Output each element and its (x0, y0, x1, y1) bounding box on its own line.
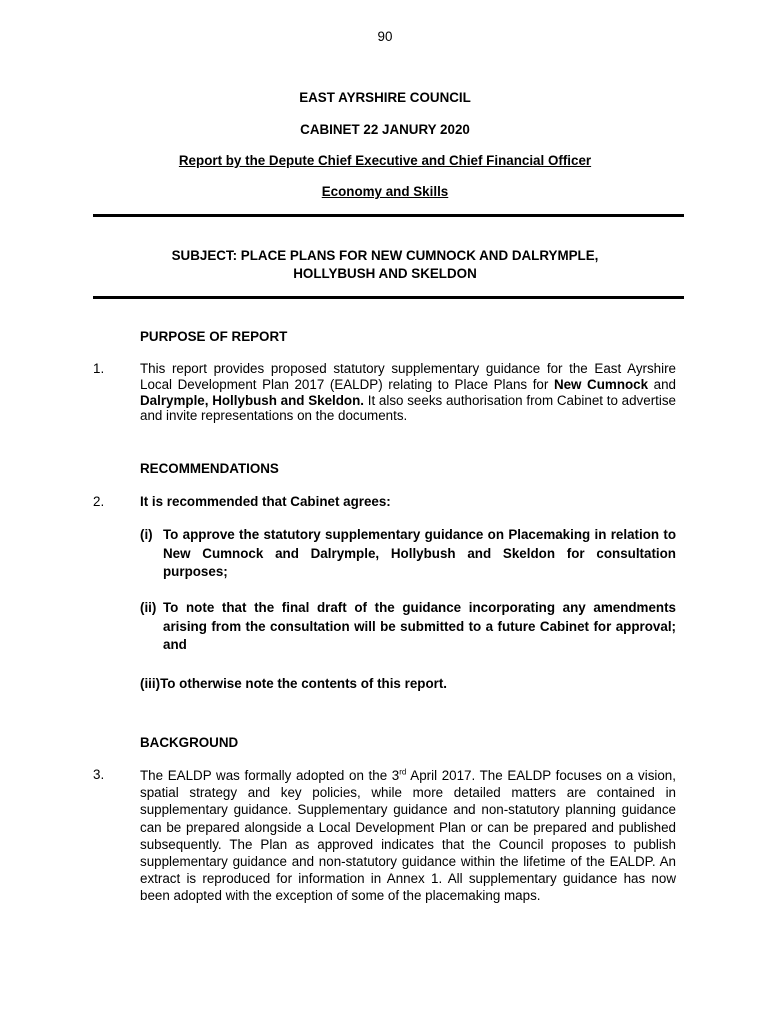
subject-line-2: HOLLYBUSH AND SKELDON (293, 266, 477, 281)
department-text: Economy and Skills (321, 184, 449, 199)
recommendation-item-2 (140, 599, 676, 655)
recommendations-heading: RECOMMENDATIONS (140, 461, 279, 476)
paragraph-number-3: 3. (93, 767, 105, 782)
report-by-text: Report by the Depute Chief Executive and Chief Financial Officer (178, 153, 592, 168)
recommendation-label: (ii) (140, 600, 157, 615)
recommendation-label: (i) (140, 527, 153, 542)
recommendation-item-1 (140, 526, 676, 582)
purpose-heading: PURPOSE OF REPORT (140, 329, 288, 344)
divider-top (93, 214, 684, 217)
background-sup: rd (399, 767, 407, 777)
department (0, 184, 770, 200)
purpose-text-b: and (648, 376, 677, 392)
background-text-a: The EALDP was formally adopted on the 3 (140, 768, 400, 783)
paragraph-number-2: 2. (93, 494, 105, 509)
purpose-bold-1: New Cumnock (553, 376, 649, 392)
recommendations-intro: It is recommended that Cabinet agrees: (140, 494, 391, 509)
purpose-text-c: It also seeks authorisation from Cabinet to advertise and invite representations on the documents. (140, 392, 676, 424)
background-text-b: April 2017. The EALDP focuses on a vision, spatial strategy and key policies, while more detailed matters are contained in supplementary guidance. Supplementary guidance and non-statutory planning guidance can be prepared alongside a Local Development Plan or can be prepared and published subsequently. The Plan as approved indicates that the Council proposes to publish supplementary guidance and non-statutory guidance within the lifetime of the EALDP. An extract is reproduced for information in Annex 1. All supplementary guidance has now been adopted with the exception of some of the placemaking maps. (140, 768, 676, 904)
recommendation-label: (iii) (140, 676, 161, 691)
recommendation-text: To note that the final draft of the guidance incorporating any amendments arising from the consultation will be submitted to a future Cabinet for approval; and (163, 600, 676, 653)
purpose-text-a: This report provides proposed statutory supplementary guidance for the East Ayrshire Local Development Plan 2017 (EALDP) relating to Place Plans for (140, 361, 676, 392)
recommendation-item-3 (140, 676, 676, 692)
purpose-bold-2: Dalrymple, Hollybush and Skeldon. (140, 392, 365, 408)
divider-bottom (93, 296, 684, 299)
paragraph-number-1: 1. (93, 361, 105, 376)
council-name: EAST AYRSHIRE COUNCIL (299, 90, 471, 105)
meeting-title: CABINET 22 JANURY 2020 (300, 122, 470, 137)
recommendation-text: To otherwise note the contents of this report. (160, 676, 448, 691)
background-paragraph (140, 767, 676, 905)
page-number: 90 (377, 29, 393, 44)
purpose-paragraph (140, 361, 676, 424)
background-heading: BACKGROUND (140, 735, 239, 750)
recommendation-text: To approve the statutory supplementary guidance on Placemaking in relation to New Cumnock and Dalrymple, Hollybush and Skeldon for consultation purposes; (163, 527, 676, 580)
report-by (0, 153, 770, 169)
subject-line-1: SUBJECT: PLACE PLANS FOR NEW CUMNOCK AND DALRYMPLE, (171, 248, 599, 263)
